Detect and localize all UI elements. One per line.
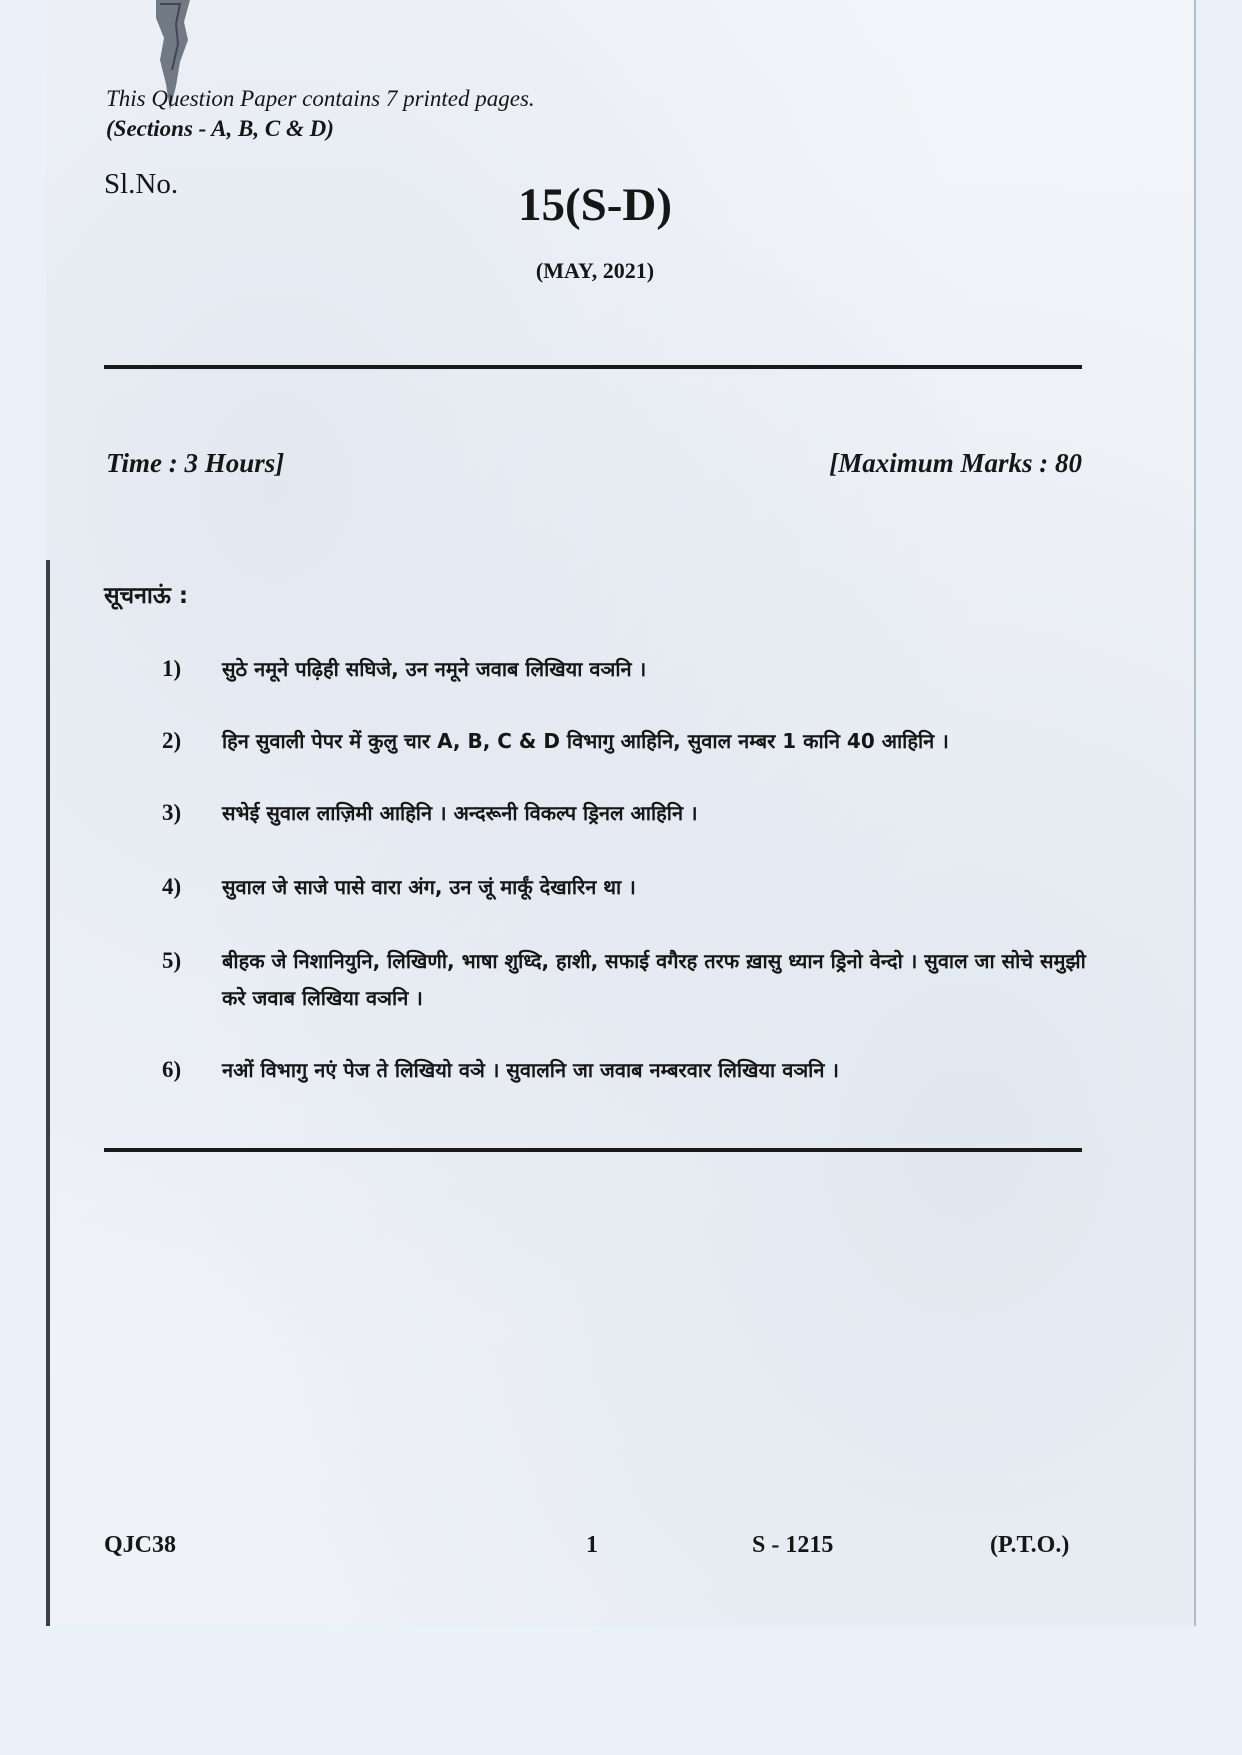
instruction-text: सुवाल जे साजे पासे वारा अंग, उन जूं मार्कूं देखारिन था । (222, 875, 636, 899)
instruction-number: 1) (162, 656, 182, 681)
instruction-text: सुठे नमूने पढ़िही सघिजे, उन नमूने जवाब लिखिया वञनि । (222, 657, 647, 681)
serial-number-label: Sl.No. (104, 168, 179, 200)
top-divider (104, 365, 1082, 369)
instructions-heading: सूचनाऊं : (104, 583, 189, 609)
maximum-marks: [Maximum Marks : 80 (829, 448, 1082, 478)
instruction-number: 6) (162, 1057, 182, 1082)
pto-label: (P.T.O.) (990, 1532, 1070, 1558)
paper-code: 15(S-D) (517, 179, 673, 231)
bottom-divider (104, 1148, 1082, 1152)
instruction-text: नओं विभागु नएं पेज ते लिखियो वञे । सुवालनि जा जवाब नम्बरवार लिखिया वञनि । (222, 1058, 839, 1082)
page-number: 1 (586, 1532, 598, 1558)
sections-line: (Sections - A, B, C & D) (106, 116, 334, 141)
instruction-number: 5) (162, 948, 182, 973)
footer-code: QJC38 (104, 1532, 176, 1558)
paper-edge-shadow (46, 560, 50, 1626)
instruction-text: सभेई सुवाल लाज़िमी आहिनि । अन्दरूनी विकल्प ड्रिनल आहिनि । (222, 801, 698, 825)
instruction-text: बीहक जे निशानियुनि, लिखिणी, भाषा शुध्दि, हाशी, सफाई वगैरह तरफ ख़ासु ध्यान ड्रिनो वेन्दो । सुवाल जा सोचे समुझी करे जवाब लिखिया वञनि । (222, 949, 1086, 1010)
pages-line: This Question Paper contains 7 printed pages. (106, 86, 535, 111)
instruction-number: 3) (162, 800, 182, 825)
exam-session: (MAY, 2021) (535, 258, 655, 283)
instruction-text: हिन सुवाली पेपर में कुलु चार A, B, C & D विभागु आहिनि, सुवाल नम्बर 1 कानि 40 आहिनि । (222, 729, 949, 753)
footer-serial: S - 1215 (752, 1532, 834, 1558)
instruction-number: 2) (162, 728, 182, 753)
exam-duration: Time : 3 Hours] (106, 448, 285, 478)
instruction-number: 4) (162, 874, 182, 899)
paper-edge-right (1194, 0, 1196, 1626)
